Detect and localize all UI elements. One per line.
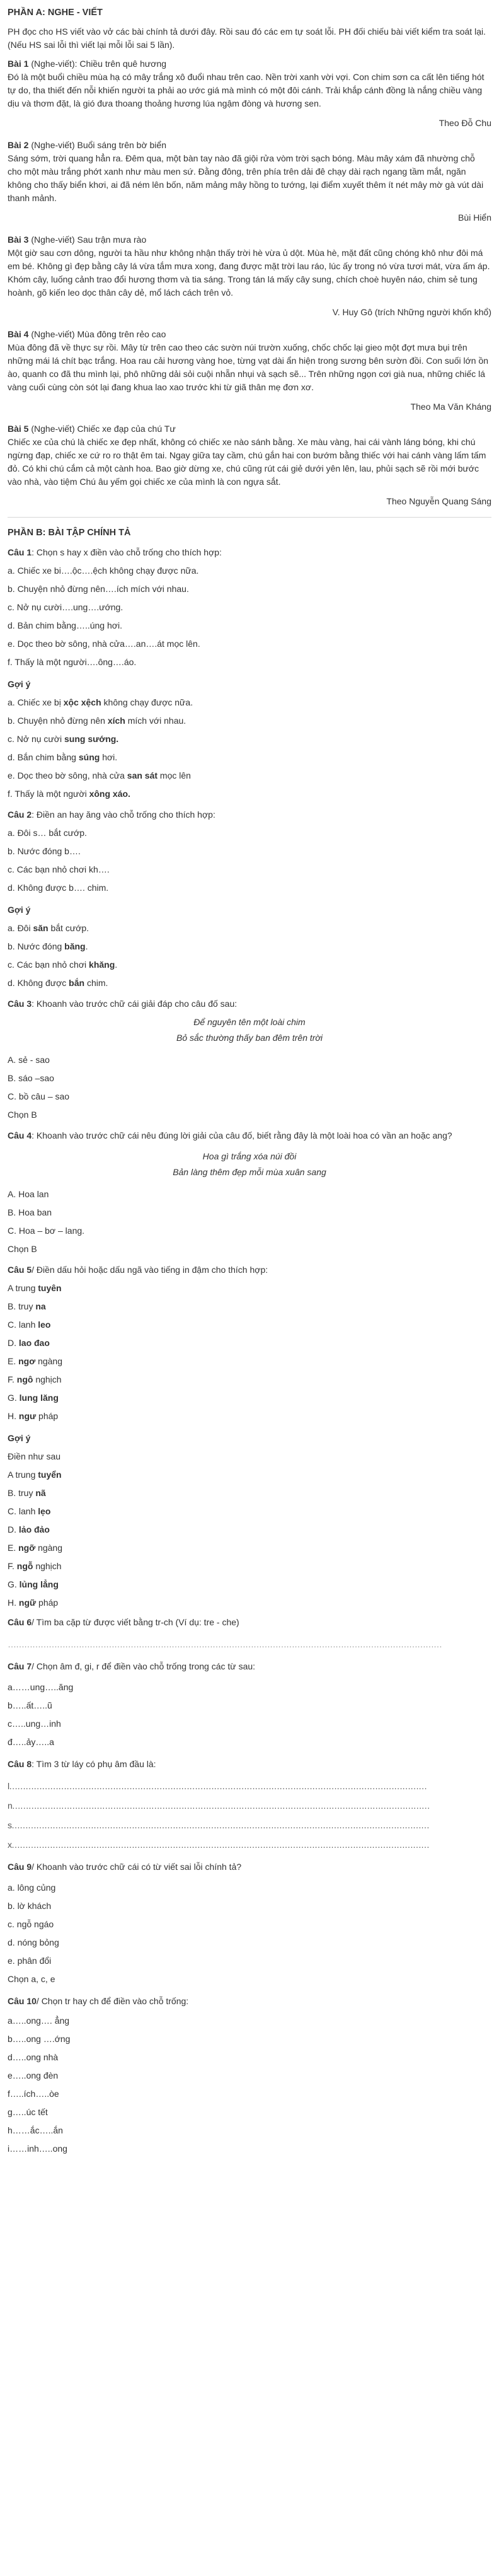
answer: b. Chuyện nhỏ đừng nên xích mích với nhau. — [8, 716, 186, 726]
part-a-intro: PH đọc cho HS viết vào vở các bài chính tả dưới đây. Rồi sau đó các em tự soát lỗi. PH đối chiếu bài viết kiểm tra soát lại. (Nếu HS sai lỗi thì viết lại mỗi lỗi sai 5 lần). — [8, 26, 486, 50]
question-8 — [8, 1758, 491, 1852]
lesson-author: Bùi Hiển — [458, 212, 491, 223]
option: A trung tuyên — [8, 1283, 62, 1293]
lesson-1 — [8, 57, 491, 130]
answer-line: s……………………………………………………………………………………………………………………………………… — [8, 1820, 429, 1830]
lesson-head: Bài 3 — [8, 235, 29, 245]
option: e…..ong đèn — [8, 2070, 59, 2080]
answer: Chọn a, c, e — [8, 1974, 55, 1984]
lesson-head: Bài 1 — [8, 59, 29, 69]
lesson-text: Mùa đông đã về thực sự rồi. Mây từ trên cao theo các sườn núi trườn xuống, chốc chốc lại gieo một đợt mưa bụi trên những mái lá chít bạc trắng. Hoa rau cải hương vàng hoe, từng vạt dài ẩn hiện trong sương bên sườn đồi. Con suối lớn ồn ào, quanh co đã thu mình lại, phô những dải sỏi cuội nhẵn nhụi và sạch sẽ... Trên những ngọn cơi già nua, những chiếc lá vàng cuối cùng còn sót lại đang khua lao xao trước khi từ giã thân mẹ đơn xơ. — [8, 342, 489, 392]
question-label: Câu 3 — [8, 999, 32, 1009]
riddle-line: Hoa gì trắng xóa núi đồi — [202, 1151, 297, 1161]
lesson-2 — [8, 139, 491, 224]
option: A. Hoa lan — [8, 1189, 49, 1199]
answer: D. lảo đảo — [8, 1524, 50, 1535]
riddle-line: Bỏ sắc thường thấy ban đêm trên trời — [176, 1033, 323, 1043]
lesson-3 — [8, 233, 491, 319]
question-prompt: / Tìm ba cặp từ được viết bằng tr-ch (Ví dụ: tre - che) — [32, 1617, 239, 1627]
part-a-title: PHẦN A: NGHE - VIẾT — [8, 8, 103, 18]
question-6 — [8, 1616, 491, 1651]
answer: B. truy nã — [8, 1488, 46, 1498]
lesson-text: Một giờ sau cơn dông, người ta hầu như không nhận thấy trời hè vừa ủ dột. Mùa hè, mặt đất cũng chóng khô như đôi má em bé. Không gì đẹp bằng cây lá vừa tắm mưa xong, đang được mặt trời lau ráo, lúc ấy trong nó vừa tươi mát, vừa ấm áp. Khóm cây, luống cảnh trao đổi hương thơm và tia sáng. Trong tán lá mấy cây sung, chích choè huyên náo, chim sẻ tung hoành, gõ kiến leo dọc thân cây dẻ, mổ lách cách trên vỏ. — [8, 248, 490, 298]
option: h……ắc…..ắn — [8, 2125, 63, 2135]
question-prompt: / Chọn tr hay ch để điền vào chỗ trống: — [36, 1996, 189, 2006]
question-5 — [8, 1263, 491, 1610]
answer: c. Nở nụ cười sung sướng. — [8, 734, 119, 744]
question-label: Câu 4 — [8, 1130, 32, 1140]
lesson-author: Theo Nguyễn Quang Sáng — [386, 496, 491, 506]
question-label: Câu 5 — [8, 1265, 32, 1275]
option: C. bồ câu – sao — [8, 1091, 70, 1101]
answer: e. Dọc theo bờ sông, nhà cửa san sát mọc lên — [8, 770, 191, 780]
option: B. sáo –sao — [8, 1073, 54, 1083]
lesson-subtitle: (Nghe-viết) Sau trận mưa rào — [31, 235, 147, 245]
option: E. ngơ ngàng — [8, 1356, 63, 1366]
question-prompt: : Chọn s hay x điền vào chỗ trống cho thích hợp: — [32, 547, 222, 557]
hint-heading: Gợi ý — [8, 1433, 31, 1443]
option: c. Nở nụ cười….ung….ướng. — [8, 602, 123, 612]
option: A. sẻ - sao — [8, 1055, 50, 1065]
question-prompt: : Điền an hay ăng vào chỗ trống cho thích hợp: — [32, 809, 215, 820]
answer: c. Các bạn nhỏ chơi khăng. — [8, 960, 118, 970]
part-a — [8, 6, 491, 518]
option: F. ngô nghịch — [8, 1374, 62, 1384]
answer: a. Chiếc xe bị xộc xệch không chạy được nữa. — [8, 697, 193, 707]
question-7 — [8, 1660, 491, 1749]
question-prompt: : Khoanh vào trước chữ cái giải đáp cho câu đố sau: — [32, 999, 238, 1009]
option: f. Thấy là một người….ông….áo. — [8, 657, 137, 667]
question-prompt: : Tìm 3 từ láy có phụ âm đầu là: — [32, 1759, 156, 1769]
option: B. truy na — [8, 1301, 46, 1311]
part-b — [8, 518, 491, 2155]
answer: A trung tuyển — [8, 1470, 62, 1480]
option: d. nóng bỏng — [8, 1937, 59, 1947]
lesson-head: Bài 5 — [8, 424, 29, 434]
lesson-subtitle: (Nghe-viết) Mùa đông trên rẻo cao — [31, 329, 166, 339]
lesson-4 — [8, 328, 491, 414]
answer: a. Đôi săn bắt cướp. — [8, 923, 89, 933]
part-b-title: PHẦN B: BÀI TẬP CHÍNH TẢ — [8, 528, 131, 538]
option: c. ngỗ ngáo — [8, 1919, 54, 1929]
option: a……ung…..ăng — [8, 1682, 74, 1692]
lesson-text: Đó là một buổi chiều mùa hạ có mây trắng xô đuổi nhau trên cao. Nền trời xanh vời vợi. Con chim sơn ca cất lên tiếng hót tự do, tha thiết đến nỗi khiến người ta phải ao ước giá mà mình có một đôi cánh. Trải khắp cánh đồng là nắng chiều vàng dịu và thơm đặt, là gió đưa thoang thoảng hương lúa ngậm đòng và hương sen. — [8, 72, 484, 108]
answer: E. ngỡ ngàng — [8, 1543, 63, 1553]
lesson-subtitle: (Nghe-viết) Buổi sáng trên bờ biển — [31, 140, 166, 150]
lesson-5 — [8, 422, 491, 508]
question-3 — [8, 997, 491, 1122]
option: f…..ích…..òe — [8, 2089, 59, 2099]
lesson-text: Chiếc xe của chú là chiếc xe đẹp nhất, không có chiếc xe nào sánh bằng. Xe màu vàng, hai cái vành láng bóng, khi chú ngừng đạp, chiếc xe cứ ro ro thật êm tai. Ngay giữa tay cầm, chú gắn hai con bướm bằng thiếc với hai cánh vàng lấm tấm đỏ. Có khi chú cắm cả một cành hoa. Bao giờ dừng xe, chú cũng rút cái giẻ dưới yên lên, lau, phủi sạch sẽ rồi mới bước vào nhà, vào tiệm Chú âu yếm gọi chiếc xe của mình là con ngựa sắt. — [8, 437, 486, 487]
question-prompt: : Khoanh vào trước chữ cái nêu đúng lời giải của câu đố, biết rằng đây là một loài hoa có vần an hoặc ang? — [32, 1130, 452, 1140]
option: b…..ong ….ớng — [8, 2034, 71, 2044]
option: a. lông củng — [8, 1883, 56, 1893]
question-prompt: / Chọn âm đ, gi, r để điền vào chỗ trống trong các từ sau: — [32, 1661, 256, 1671]
option: a…..ong…. ẳng — [8, 2016, 70, 2026]
option: c…..ung…inh — [8, 1719, 61, 1729]
answer-line: x……………………………………………………………………………………………………………………………………… — [8, 1840, 429, 1850]
answer-line: …………………………………………………………………………………………………………………………………………… — [8, 1639, 442, 1649]
fill-instruction: Điền như sau — [8, 1451, 61, 1461]
option: G. lung lăng — [8, 1393, 59, 1403]
option: a. Đôi s… bắt cướp. — [8, 828, 87, 838]
option: d…..ong nhà — [8, 2052, 59, 2062]
answer: Chọn B — [8, 1244, 37, 1254]
answer: H. ngữ pháp — [8, 1598, 59, 1608]
answer: G. lủng lẳng — [8, 1579, 59, 1589]
lesson-head: Bài 4 — [8, 329, 29, 339]
question-label: Câu 9 — [8, 1862, 32, 1872]
question-label: Câu 2 — [8, 809, 32, 820]
question-label: Câu 1 — [8, 547, 32, 557]
lesson-text: Sáng sớm, trời quang hẳn ra. Đêm qua, một bàn tay nào đã giội rửa vòm trời sạch bóng. Màu mây xám đã nhường chỗ cho một màu trắng phớt xanh như màu men sứ. Đằng đông, trên phía trên dải đê chạy dài rạch ngang tầm mắt, ngăn không cho thấy biển khơi, ai đã ném lên bốn, năm mảng mây hồng to tướng, lại điểm xuyết thêm ít nét mây mờ gà vút dài thanh mảnh. — [8, 153, 484, 203]
option: c. Các bạn nhỏ chơi kh…. — [8, 864, 110, 874]
option: d. Không được b…. chim. — [8, 883, 109, 893]
lesson-author: V. Huy Gô (trích Những người khốn khổ) — [332, 307, 491, 317]
answer: f. Thấy là một người xông xáo. — [8, 789, 130, 799]
hint-heading: Gợi ý — [8, 679, 31, 689]
question-prompt: / Điền dấu hỏi hoặc dấu ngã vào tiếng in đậm cho thích hợp: — [32, 1265, 268, 1275]
option: g…..úc tết — [8, 2107, 48, 2117]
option: đ…..ảy…..a — [8, 1737, 54, 1747]
option: B. Hoa ban — [8, 1207, 52, 1217]
answer-line: l……………………………………………………………………………………………………………………………………… — [8, 1781, 427, 1791]
lesson-subtitle: (Nghe-viết) Chiếc xe đạp của chú Tư — [31, 424, 176, 434]
option: e. phân đổi — [8, 1956, 52, 1966]
question-4 — [8, 1129, 491, 1256]
option: D. lao đao — [8, 1338, 50, 1348]
answer-line: n……………………………………………………………………………………………………………………………………… — [8, 1801, 430, 1811]
option: b. lờ khách — [8, 1901, 52, 1911]
question-prompt: / Khoanh vào trước chữ cái có từ viết sai lỗi chính tả? — [32, 1862, 242, 1872]
question-9 — [8, 1860, 491, 1986]
option: b…..ất…..ũ — [8, 1700, 52, 1710]
lesson-head: Bài 2 — [8, 140, 29, 150]
question-label: Câu 6 — [8, 1617, 32, 1627]
riddle-line: Bản làng thêm đẹp mỗi mùa xuân sang — [173, 1167, 326, 1177]
question-label: Câu 7 — [8, 1661, 32, 1671]
answer: F. ngỗ nghịch — [8, 1561, 62, 1571]
lesson-author: Theo Đỗ Chu — [438, 118, 491, 128]
option: C. Hoa – bơ – lang. — [8, 1226, 85, 1236]
option: i……inh…..ong — [8, 2144, 67, 2154]
answer: d. Không được bắn chim. — [8, 978, 108, 988]
question-label: Câu 8 — [8, 1759, 32, 1769]
answer: d. Bắn chim bằng súng hơi. — [8, 752, 118, 762]
riddle-line: Để nguyên tên một loài chim — [193, 1017, 306, 1027]
question-label: Câu 10 — [8, 1996, 37, 2006]
question-10 — [8, 1995, 491, 2155]
option: e. Dọc theo bờ sông, nhà cửa….an….át mọc lên. — [8, 639, 200, 649]
option: d. Bản chim bằng…..úng hơi. — [8, 620, 122, 630]
question-1 — [8, 546, 491, 801]
answer: b. Nước đóng băng. — [8, 941, 88, 951]
option: H. ngư pháp — [8, 1411, 59, 1421]
option: C. lanh leo — [8, 1320, 51, 1330]
question-2 — [8, 808, 491, 990]
answer: C. lanh lẹo — [8, 1506, 51, 1516]
lesson-subtitle: (Nghe-viết): Chiều trên quê hương — [31, 59, 167, 69]
option: a. Chiếc xe bi….ộc….ệch không chạy được nữa. — [8, 566, 199, 576]
answer: Chọn B — [8, 1110, 37, 1120]
option: b. Chuyện nhỏ đừng nên….ích mích với nhau. — [8, 584, 189, 594]
option: b. Nước đóng b…. — [8, 846, 81, 856]
lesson-author: Theo Ma Văn Kháng — [410, 402, 491, 412]
hint-heading: Gợi ý — [8, 905, 31, 915]
